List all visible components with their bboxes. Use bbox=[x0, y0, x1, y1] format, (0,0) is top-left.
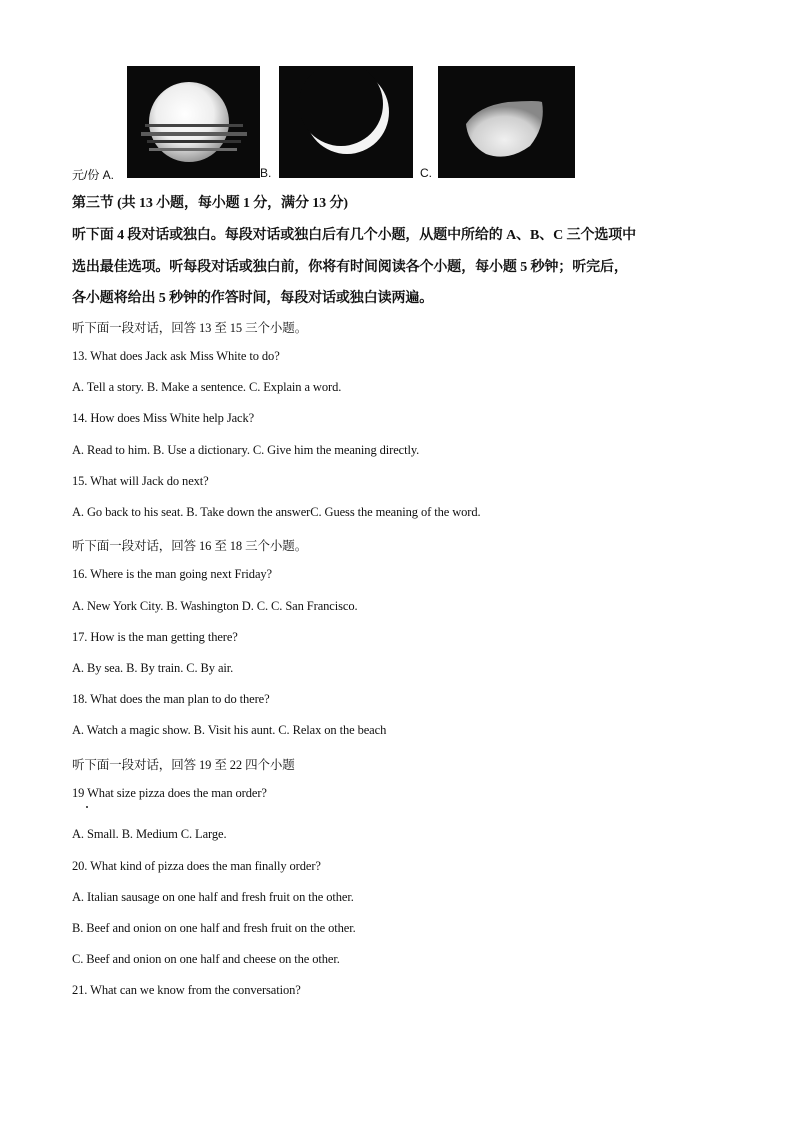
answer-options-18: A. Watch a magic show. B. Visit his aunt. C. Relax on the beach bbox=[72, 723, 387, 737]
option-a-image bbox=[127, 66, 260, 178]
answer-options-17: A. By sea. B. By train. C. By air. bbox=[72, 661, 234, 675]
answer-options-13: A. Tell a story. B. Make a sentence. C. Explain a word. bbox=[72, 380, 342, 394]
option-b-label: B. bbox=[260, 166, 272, 180]
question-18: 18. What does the man plan to do there? bbox=[72, 692, 270, 706]
answer-option-20c: C. Beef and onion on one half and cheese on the other. bbox=[72, 952, 340, 966]
answer-options-16: A. New York City. B. Washington D. C. C. San Francisco. bbox=[72, 599, 358, 613]
option-c-image bbox=[438, 66, 575, 178]
stray-mark bbox=[86, 806, 88, 808]
question-15: 15. What will Jack do next? bbox=[72, 474, 209, 488]
answer-options-19: A. Small. B. Medium C. Large. bbox=[72, 827, 227, 841]
answer-option-20a: A. Italian sausage on one half and fresh fruit on the other. bbox=[72, 890, 354, 904]
group-intro-1: 听下面一段对话，回答 13 至 15 三个小题。 bbox=[72, 321, 308, 335]
question-17: 17. How is the man getting there? bbox=[72, 630, 238, 644]
section-title: 第三节 (共 13 小题，每小题 1 分，满分 13 分) bbox=[72, 196, 348, 211]
question-20: 20. What kind of pizza does the man finally order? bbox=[72, 859, 321, 873]
option-c-label: C. bbox=[420, 166, 432, 180]
question-14: 14. How does Miss White help Jack? bbox=[72, 411, 255, 425]
option-b-image bbox=[279, 66, 413, 178]
crescent-moon-icon bbox=[279, 66, 413, 178]
full-moon-icon bbox=[127, 66, 260, 178]
half-moon-icon bbox=[438, 66, 575, 178]
group-intro-3: 听下面一段对话，回答 19 至 22 四个小题 bbox=[72, 758, 295, 772]
instruction-line-3: 各小题将给出 5 秒钟的作答时间，每段对话或独白读两遍。 bbox=[72, 291, 434, 306]
question-16: 16. Where is the man going next Friday? bbox=[72, 567, 272, 581]
group-intro-2: 听下面一段对话，回答 16 至 18 三个小题。 bbox=[72, 539, 308, 553]
instruction-line-1: 听下面 4 段对话或独白。每段对话或独白后有几个小题，从题中所给的 A、B、C 三个选项中 bbox=[72, 228, 637, 243]
question-21: 21. What can we know from the conversation? bbox=[72, 983, 301, 997]
answer-options-15: A. Go back to his seat. B. Take down the answerC. Guess the meaning of the word. bbox=[72, 505, 481, 519]
answer-options-14: A. Read to him. B. Use a dictionary. C. Give him the meaning directly. bbox=[72, 443, 420, 457]
image-row-lead: 元/份 A. bbox=[72, 168, 115, 182]
question-19: 19 What size pizza does the man order? bbox=[72, 786, 267, 800]
answer-option-20b: B. Beef and onion on one half and fresh fruit on the other. bbox=[72, 921, 356, 935]
instruction-line-2: 选出最佳选项。听每段对话或独白前，你将有时间阅读各个小题，每小题 5 秒钟；听完后， bbox=[72, 260, 628, 275]
question-13: 13. What does Jack ask Miss White to do? bbox=[72, 349, 280, 363]
